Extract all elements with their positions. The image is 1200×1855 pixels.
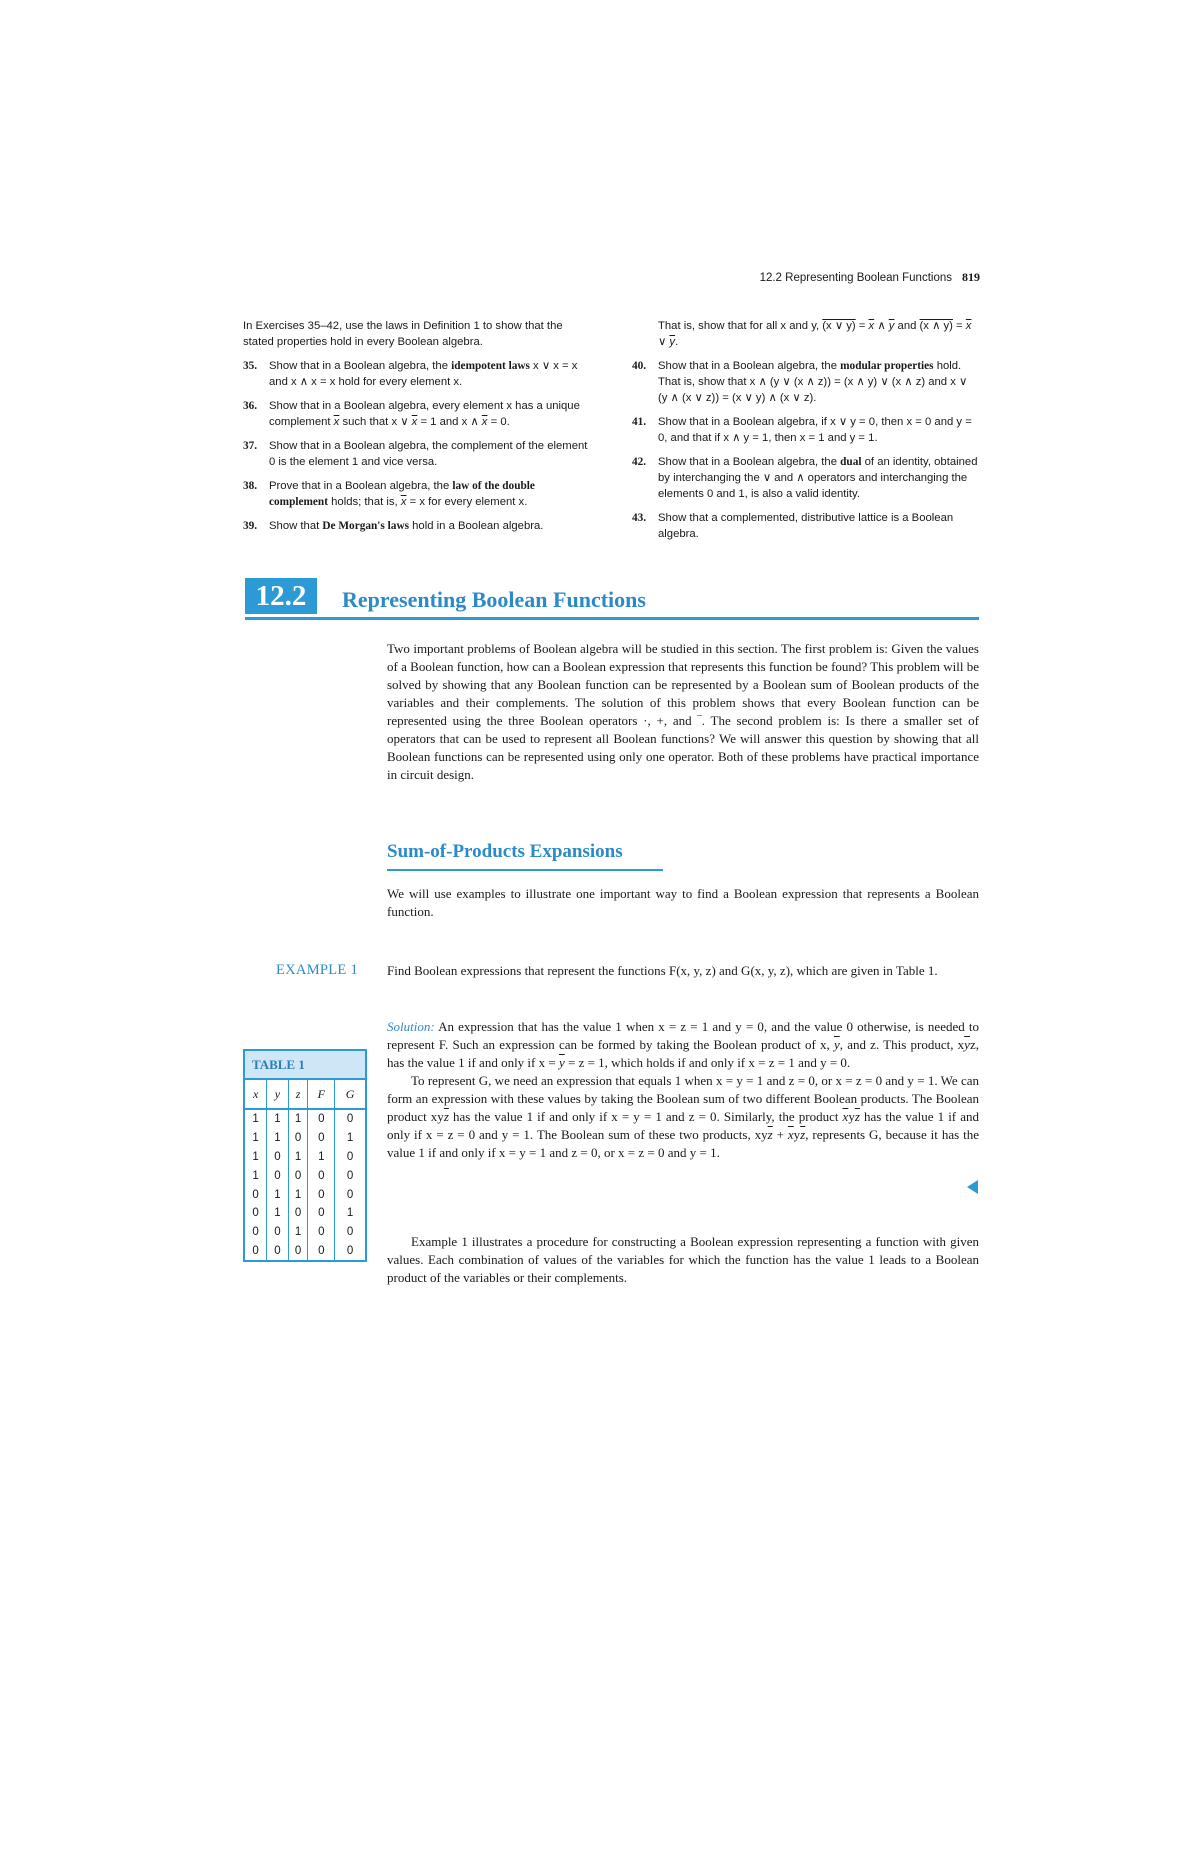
cell: 1 xyxy=(335,1204,366,1223)
table-title: TABLE 1 xyxy=(243,1049,367,1078)
table-row xyxy=(244,1223,366,1242)
exercise-number: 37. xyxy=(243,440,258,452)
cell: 0 xyxy=(308,1166,335,1185)
exercise-text: Show that in a Boolean algebra, the xyxy=(269,360,452,372)
running-title: 12.2 Representing Boolean Functions xyxy=(759,272,952,284)
exercise-text: = x for every element x. xyxy=(406,496,528,508)
solution-text: y xyxy=(793,1127,801,1142)
solution-text: has the value 1 if and only if x = y = 1 and z = 0. Similarly, the product xyxy=(448,1109,843,1124)
cell: 0 xyxy=(267,1223,288,1242)
exercise-text: ∨ xyxy=(658,336,670,348)
exercise-39 xyxy=(243,518,588,534)
example-label: EXAMPLE 1 xyxy=(276,962,359,978)
exercise-38 xyxy=(243,478,588,510)
exercise-text: ∧ xyxy=(874,320,889,332)
header-z: z xyxy=(288,1079,308,1109)
exercise-text: = xyxy=(855,320,869,332)
table-row xyxy=(244,1148,366,1167)
solution-text: An expression that has the value 1 when x = z = 1 and y = 0, and the value 0 otherwise, is needed to represent F. Such an expression can be formed by taking the Boolean product of x, xyxy=(387,1019,979,1052)
exercise-number: 36. xyxy=(243,400,258,412)
x-complement: $\overline{x}$ xyxy=(481,416,488,428)
example-closing xyxy=(387,1233,979,1287)
z-complement: $\overline{z}$ xyxy=(767,1127,773,1142)
cell: 1 xyxy=(288,1148,308,1167)
x-complement: $\overline{x}$ xyxy=(787,1127,794,1142)
cell: 0 xyxy=(335,1148,366,1167)
complement-of-join: (x ∨ y) xyxy=(822,320,856,332)
exercise-37 xyxy=(243,438,588,470)
exercise-text: Show that in a Boolean algebra, the xyxy=(658,456,841,468)
exercise-number: 43. xyxy=(632,512,647,524)
cell: 0 xyxy=(335,1109,366,1129)
subsection-intro-paragraph: We will use examples to illustrate one important way to find a Boolean expression that represents a Boolean function. xyxy=(387,886,979,919)
running-header xyxy=(740,270,980,285)
subsection-intro xyxy=(387,885,979,921)
cell: 0 xyxy=(308,1242,335,1262)
exercise-39-continued xyxy=(632,318,979,350)
header-g: G xyxy=(335,1079,366,1109)
exercise-number: 39. xyxy=(243,520,258,532)
table-header-row xyxy=(244,1079,366,1109)
y-complement: $\overline{y}$ xyxy=(833,1037,840,1052)
cell: 1 xyxy=(335,1129,366,1148)
solution-text: To represent G, we need an expression that equals 1 when x = y = 1 and z = 0, or x = z = 0 and y = 1. We can form an expression with these values by taking the Boolean sum of two different Boolean products. The Boolean product xy xyxy=(387,1073,979,1124)
exercise-42 xyxy=(632,454,979,502)
cell: 0 xyxy=(267,1148,288,1167)
table-row xyxy=(244,1129,366,1148)
truth-table xyxy=(243,1049,367,1262)
cell: 0 xyxy=(252,1226,259,1239)
solution-text: has the value 1 if and only if x = z = 0 and y = 1. The Boolean sum of these two products, xy xyxy=(387,1109,979,1142)
exercise-number: 40. xyxy=(632,360,647,372)
solution-text: , and z. This product, x xyxy=(839,1037,965,1052)
section-intro xyxy=(387,640,979,784)
cell: 0 xyxy=(335,1242,366,1262)
term-dual: dual xyxy=(840,456,862,468)
section-title: Representing Boolean Functions xyxy=(342,587,646,612)
cell: 1 xyxy=(252,1113,259,1126)
cell: 1 xyxy=(308,1148,335,1167)
x-glyph: x xyxy=(400,496,407,508)
example-problem-text: Find Boolean expressions that represent the functions F(x, y, z) and G(x, y, z), which are given in Table 1. xyxy=(387,963,938,978)
exercise-text: = 0. xyxy=(487,416,510,428)
exercise-text: Show that in a Boolean algebra, the xyxy=(658,360,841,372)
table-row xyxy=(244,1166,366,1185)
y-complement: $\overline{y}$ xyxy=(669,336,676,348)
exercise-number: 38. xyxy=(243,480,258,492)
exercise-43 xyxy=(632,510,979,542)
cell: 1 xyxy=(288,1223,308,1242)
cell: 0 xyxy=(252,1207,259,1220)
exercise-text: of an identity, obtained by interchanging the ∨ and ∧ operators and interchanging the elements 0 and 1, is also a valid identity. xyxy=(658,456,978,500)
y-complement: $\overline{y}$ xyxy=(964,1037,970,1052)
x-complement: $\overline{x}$ xyxy=(868,320,875,332)
exercise-text: and xyxy=(894,320,920,332)
cell: 1 xyxy=(267,1109,288,1129)
cell: 0 xyxy=(267,1242,288,1262)
exercise-number: 35. xyxy=(243,360,258,372)
exercise-text: Show that in a Boolean algebra, every element x has a unique complement xyxy=(269,400,580,428)
table-row xyxy=(244,1242,366,1262)
cell: 0 xyxy=(335,1166,366,1185)
section-intro-paragraph: Two important problems of Boolean algebra will be studied in this section. The first problem is: Given the values of a Boolean function, how can a Boolean expression that represents this function be found? This problem will be solved by showing that any Boolean function can be represented by a Boolean sum of Boolean products of the variables and their complements. The solution of this problem shows that every Boolean function can be represented using the three Boolean operators ·, +, and ‾. The second problem is: Is there a smaller set of operators that can be used to represent all Boolean functions? We will answer this question by showing that all Boolean functions can be represented using only one operator. Both of these problems have practical importance in circuit design. xyxy=(387,641,979,782)
cell: 0 xyxy=(335,1223,366,1242)
exercise-36 xyxy=(243,398,588,430)
exercise-text: such that x ∨ xyxy=(339,416,412,428)
cell: 0 xyxy=(288,1242,308,1262)
exercise-number: 42. xyxy=(632,456,647,468)
cell: 0 xyxy=(288,1129,308,1148)
table-row xyxy=(244,1204,366,1223)
term-idempotent-laws: idempotent laws xyxy=(451,360,530,372)
cell: 0 xyxy=(308,1109,335,1129)
exercises-intro: In Exercises 35–42, use the laws in Definition 1 to show that the stated properties hold in every Boolean algebra. xyxy=(243,320,563,348)
cell: 0 xyxy=(335,1185,366,1204)
x-complement: $\overline{x}$ xyxy=(411,416,418,428)
solution-paragraph-2 xyxy=(387,1072,979,1162)
exercise-number: 41. xyxy=(632,416,647,428)
solution-paragraph-1 xyxy=(387,1018,979,1072)
exercise-text: Show that in a Boolean algebra, the complement of the element 0 is the element 1 and vice versa. xyxy=(269,440,588,468)
cell: 0 xyxy=(308,1204,335,1223)
solution-text: z, has the value 1 if and only if x = xyxy=(387,1037,979,1070)
z-complement: $\overline{z}$ xyxy=(854,1109,860,1124)
cell: 1 xyxy=(288,1109,308,1129)
solution-text: + xyxy=(772,1127,788,1142)
exercise-text: . xyxy=(675,336,679,348)
exercise-text: Show that xyxy=(269,520,323,532)
subsection-title: Sum-of-Products Expansions xyxy=(387,841,623,862)
term-de-morgans-laws: De Morgan's laws xyxy=(322,520,409,532)
x-complement: $\overline{x}$ xyxy=(333,416,340,428)
closing-paragraph: Example 1 illustrates a procedure for constructing a Boolean expression representing a function with given values. Each combination of values of the variables for which the function has the value 1 leads to a Boolean product of the variables or their complements. xyxy=(387,1234,979,1285)
exercise-text: holds; that is, xyxy=(327,496,401,508)
exercise-text: = 1 and x ∧ xyxy=(417,416,482,428)
cell: 1 xyxy=(267,1185,288,1204)
cell: 0 xyxy=(308,1185,335,1204)
exercises-left-column xyxy=(243,318,588,542)
exercise-40 xyxy=(632,358,979,406)
exercise-text: Show that a complemented, distributive lattice is a Boolean algebra. xyxy=(658,512,954,540)
page-number: 819 xyxy=(962,270,980,284)
cell: 0 xyxy=(288,1166,308,1185)
cell: 1 xyxy=(267,1204,288,1223)
y-complement: $\overline{y}$ xyxy=(558,1055,565,1070)
x-complement: $\overline{x}$ xyxy=(965,320,972,332)
exercise-text: x ∨ x = x and x ∧ x = x hold for every element x. xyxy=(269,360,578,388)
cell: 0 xyxy=(267,1166,288,1185)
cell: 1 xyxy=(267,1129,288,1148)
exercise-41 xyxy=(632,414,979,446)
solution-text: = z = 1, which holds if and only if x = z = 1 and y = 0. xyxy=(564,1055,851,1070)
example-solution xyxy=(387,1018,979,1162)
exercise-text: Show that in a Boolean algebra, if x ∨ y = 0, then x = 0 and y = 0, and that if x ∧ y = 1, then x = 1 and y = 1. xyxy=(658,416,972,444)
table-row xyxy=(244,1185,366,1204)
exercise-text: That is, show that for all x and y, xyxy=(658,320,823,332)
cell: 1 xyxy=(252,1150,259,1163)
cell: 1 xyxy=(252,1169,259,1182)
solution-text: , represents G, because it has the value 1 if and only if x = y = 1 and z = 0, or x = z = 0 and y = 1. xyxy=(387,1127,979,1160)
header-x: x xyxy=(244,1079,267,1109)
exercise-35 xyxy=(243,358,588,390)
z-complement: $\overline{z}$ xyxy=(800,1127,806,1142)
end-of-example-marker xyxy=(967,1180,978,1194)
term-double-complement: law of the double complement xyxy=(269,480,535,508)
cell: 1 xyxy=(252,1132,259,1145)
header-y: y xyxy=(267,1079,288,1109)
cell: 0 xyxy=(252,1188,259,1201)
cell: 1 xyxy=(288,1185,308,1204)
exercises-right-column xyxy=(632,318,979,550)
exercise-text: Prove that in a Boolean algebra, the xyxy=(269,480,453,492)
cell: 0 xyxy=(288,1204,308,1223)
cell: 0 xyxy=(308,1129,335,1148)
x-complement: $\overline{x}$ xyxy=(842,1109,849,1124)
exercise-text: hold. That is, show that x ∧ (y ∨ (x ∧ z)) = (x ∧ y) ∨ (x ∧ z) and x ∨ (y ∧ (x ∨ z)) = (x ∨ y) ∧ (x ∨ z). xyxy=(658,360,968,404)
header-f: F xyxy=(308,1079,335,1109)
example-problem xyxy=(387,962,979,980)
y-complement: $\overline{y}$ xyxy=(888,320,895,332)
solution-label: Solution: xyxy=(387,1019,435,1034)
section-number-badge: 12.2 xyxy=(245,578,317,614)
subsection-rule xyxy=(387,869,663,871)
complement-of-meet: (x ∧ y) xyxy=(919,320,953,332)
z-complement: $\overline{z}$ xyxy=(443,1109,449,1124)
section-rule xyxy=(245,617,979,620)
term-modular-properties: modular properties xyxy=(840,360,934,372)
table-row xyxy=(244,1109,366,1129)
truth-table-grid xyxy=(243,1078,367,1262)
solution-text: y xyxy=(848,1109,855,1124)
cell: 0 xyxy=(252,1244,259,1257)
exercise-text: hold in a Boolean algebra. xyxy=(409,520,544,532)
exercise-text: = xyxy=(952,320,966,332)
cell: 0 xyxy=(308,1223,335,1242)
